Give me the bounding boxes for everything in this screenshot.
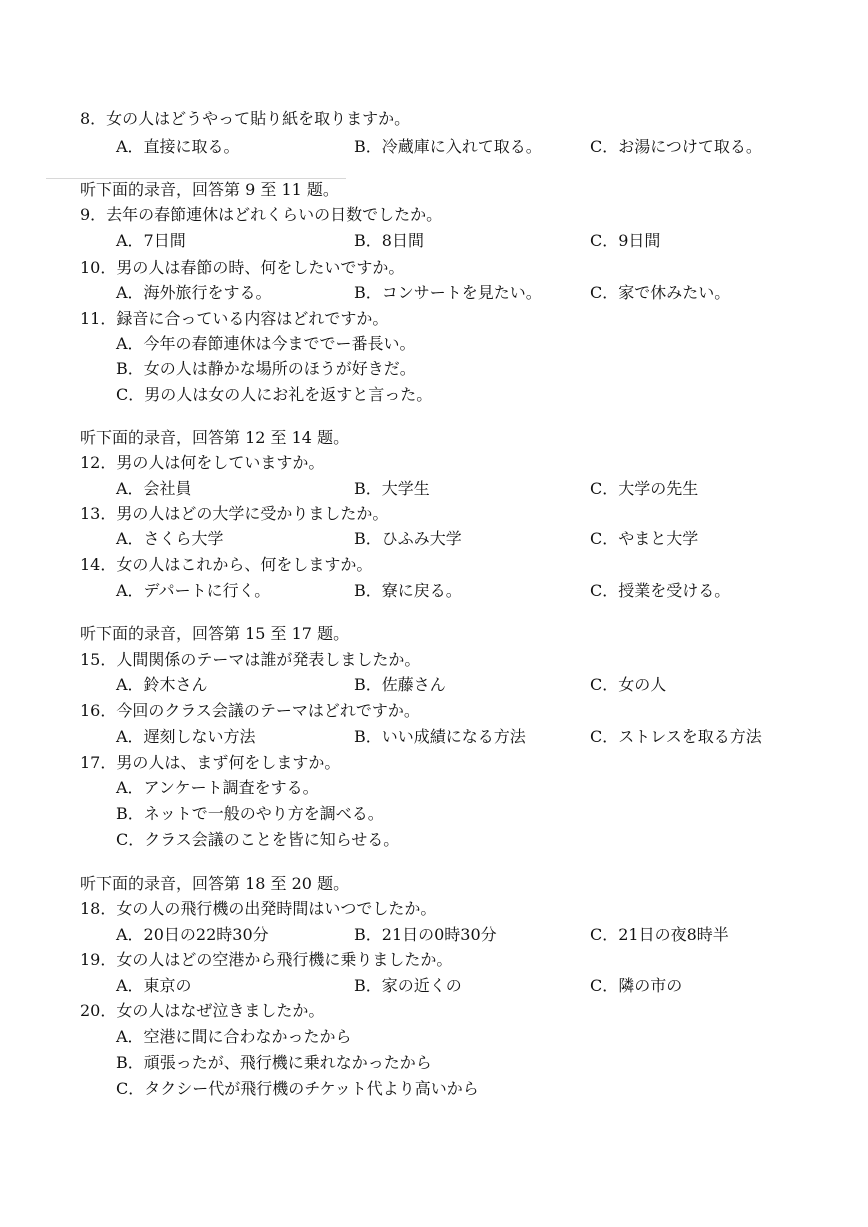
question-17-option-a: A．アンケート調査をする。 [116, 778, 319, 797]
question-16-option-b: B．いい成績になる方法 [354, 727, 526, 746]
section-heading-18-20: 听下面的录音，回答第 18 至 20 题。 [80, 874, 350, 893]
question-19-option-a: A．東京の [116, 976, 192, 995]
question-8-option-c: C．お湯につけて取る。 [590, 137, 762, 156]
question-13-stem: 13．男の人はどの大学に受かりましたか。 [80, 504, 389, 523]
question-16-option-c: C．ストレスを取る方法 [590, 727, 762, 746]
question-9-option-c: C．9日間 [590, 231, 661, 250]
question-18-option-a: A．20日の22時30分 [116, 925, 269, 944]
question-12-option-a: A．会社員 [116, 479, 192, 498]
question-20-stem: 20．女の人はなぜ泣きましたか。 [80, 1001, 325, 1020]
question-15-stem: 15．人間関係のテーマは誰が発表しましたか。 [80, 650, 421, 669]
section-heading-15-17: 听下面的录音，回答第 15 至 17 题。 [80, 624, 350, 643]
question-16-stem: 16．今回のクラス会議のテーマはどれですか。 [80, 701, 420, 720]
question-18-option-c: C．21日の夜8時半 [590, 925, 729, 944]
question-14-stem: 14．女の人はこれから、何をしますか。 [80, 555, 373, 574]
question-8-option-a: A．直接に取る。 [116, 137, 240, 156]
question-13-option-b: B．ひふみ大学 [354, 529, 462, 548]
question-8-stem: 8．女の人はどうやって貼り紙を取りますか。 [80, 109, 411, 128]
question-14-option-b: B．寮に戻る。 [354, 581, 462, 600]
question-12-option-c: C．大学の先生 [590, 479, 699, 498]
question-10-option-a: A．海外旅行をする。 [116, 283, 272, 302]
question-15-option-b: B．佐藤さん [354, 675, 446, 694]
question-11-stem: 11．録音に合っている内容はどれですか。 [80, 309, 389, 328]
question-10-stem: 10．男の人は春節の時、何をしたいですか。 [80, 258, 405, 277]
question-9-option-b: B．8日間 [354, 231, 424, 250]
question-15-option-c: C．女の人 [590, 675, 667, 694]
question-11-option-c: C．男の人は女の人にお礼を返すと言った。 [116, 385, 433, 404]
question-17-option-b: B．ネットで一般のやり方を調べる。 [116, 804, 384, 823]
question-11-option-b: B．女の人は静かな場所のほうが好きだ。 [116, 359, 416, 378]
question-13-option-a: A．さくら大学 [116, 529, 224, 548]
question-17-stem: 17．男の人は、まず何をしますか。 [80, 753, 341, 772]
question-20-option-a: A．空港に間に合わなかったから [116, 1027, 352, 1046]
question-17-option-c: C．クラス会議のことを皆に知らせる。 [116, 830, 400, 849]
question-8-option-b: B．冷蔵庫に入れて取る。 [354, 137, 542, 156]
question-16-option-a: A．遅刻しない方法 [116, 727, 256, 746]
question-12-option-b: B．大学生 [354, 479, 430, 498]
question-20-option-b: B．頑張ったが、飛行機に乗れなかったから [116, 1053, 432, 1072]
question-10-option-c: C．家で休みたい。 [590, 283, 731, 302]
question-20-option-c: C．タクシー代が飛行機のチケット代より高いから [116, 1079, 479, 1098]
question-9-stem: 9．去年の春節連休はどれくらいの日数でしたか。 [80, 205, 443, 224]
question-13-option-c: C．やまと大学 [590, 529, 699, 548]
question-19-stem: 19．女の人はどの空港から飛行機に乗りましたか。 [80, 950, 453, 969]
question-12-stem: 12．男の人は何をしていますか。 [80, 453, 325, 472]
question-11-option-a: A．今年の春節連休は今まででー番長い。 [116, 334, 416, 353]
section-heading-12-14: 听下面的录音，回答第 12 至 14 题。 [80, 428, 350, 447]
question-18-stem: 18．女の人の飛行機の出発時間はいつでしたか。 [80, 899, 437, 918]
section-heading-9-11: 听下面的录音，回答第 9 至 11 题。 [80, 180, 339, 199]
question-19-option-c: C．隣の市の [590, 976, 683, 995]
question-14-option-a: A．デパートに行く。 [116, 581, 271, 600]
question-10-option-b: B．コンサートを見たい。 [354, 283, 542, 302]
question-19-option-b: B．家の近くの [354, 976, 462, 995]
question-14-option-c: C．授業を受ける。 [590, 581, 731, 600]
question-18-option-b: B．21日の0時30分 [354, 925, 497, 944]
question-15-option-a: A．鈴木さん [116, 675, 208, 694]
question-9-option-a: A．7日間 [116, 231, 186, 250]
